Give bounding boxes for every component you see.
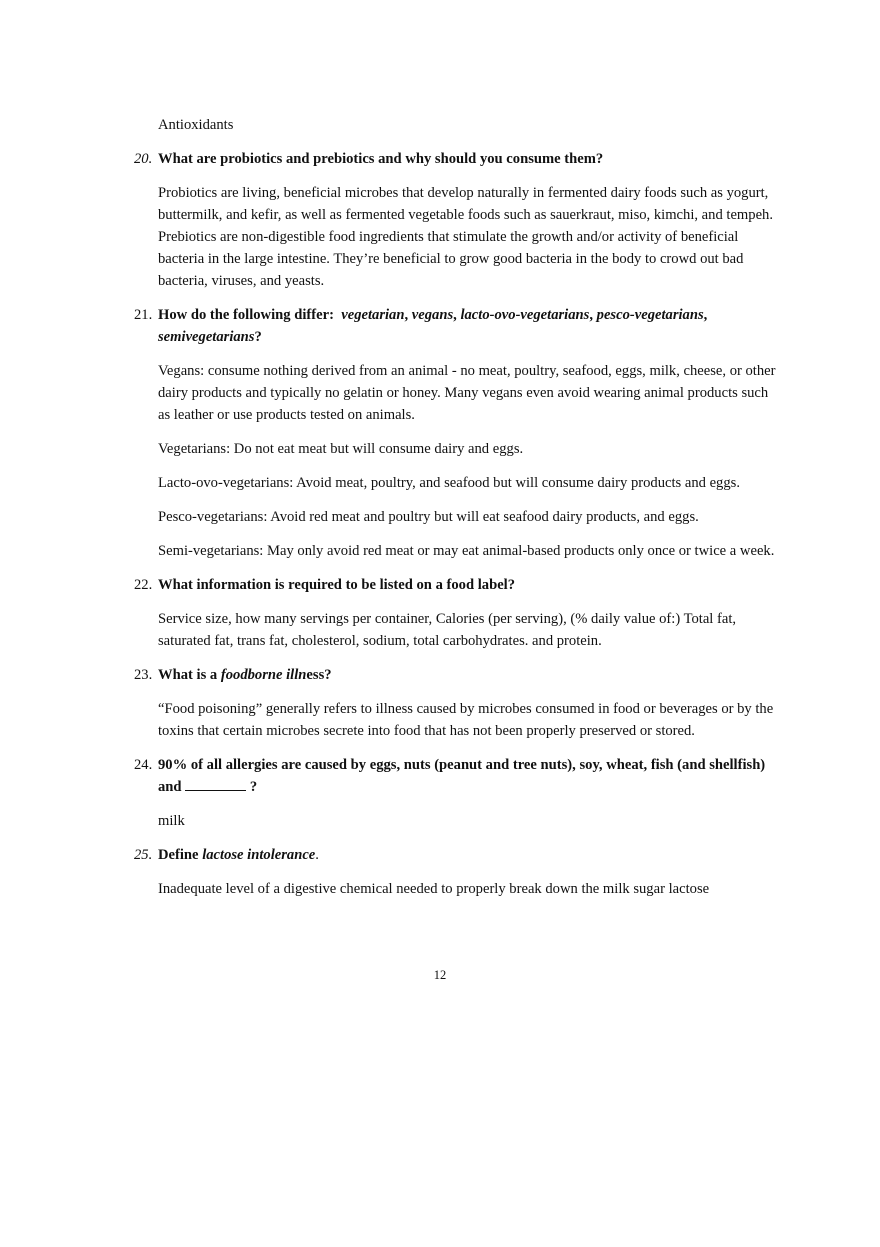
term-separator: , bbox=[404, 307, 409, 323]
term-semivegetarians: semivegetarians bbox=[158, 329, 255, 345]
answer-23: “Food poisoning” generally refers to illness caused by microbes consumed in food or beverages or by the toxins that certain microbes secrete into food that has not been properly preserved or stored. bbox=[158, 701, 774, 739]
term-foodborne-illness: foodborne illn bbox=[220, 667, 307, 683]
answer-21-vegans: Vegans: consume nothing derived from an animal - no meat, poultry, seafood, eggs, milk, cheese, or other dairy products and typically no gelatin or honey. Many vegans even avoid wearing animal products such as leather or use products tested on animals. bbox=[158, 363, 776, 423]
term-lactose-intolerance: lactose intolerance bbox=[202, 847, 316, 863]
fill-in-blank bbox=[185, 776, 246, 791]
term-vegans: vegans bbox=[411, 307, 454, 323]
term-separator: , bbox=[453, 307, 457, 323]
question-22 bbox=[134, 574, 778, 596]
question-20 bbox=[134, 148, 778, 170]
page-content bbox=[134, 114, 778, 912]
term-lacto-ovo-vegetarians: lacto-ovo-vegetarians bbox=[460, 307, 590, 323]
question-24 bbox=[134, 754, 778, 798]
answer-antioxidants: Antioxidants bbox=[158, 117, 234, 133]
answer-20: Probiotics are living, beneficial microbes that develop naturally in fermented dairy foods such as yogurt, buttermilk, and kefir, as well as fermented vegetable foods such as sauerkraut, miso, kimchi, and tempeh. Prebiotics are non-digestible food ingredients that stimulate the growth and/or activity of beneficial bacteria in the large intestine. They’re beneficial to grow good bacteria in the body to crowd out bad bacteria, viruses, and yeasts. bbox=[158, 185, 774, 289]
question-21 bbox=[134, 304, 778, 348]
term-separator: , bbox=[703, 307, 708, 323]
question-number: 25. bbox=[134, 847, 153, 863]
answer-22: Service size, how many servings per container, Calories (per serving), (% daily value of:) Total fat, saturated fat, trans fat, cholesterol, sodium, total carbohydrates. and protein. bbox=[158, 611, 737, 649]
question-number: 24. bbox=[134, 757, 153, 773]
question-text: What are probiotics and prebiotics and why should you consume them? bbox=[158, 151, 604, 167]
question-number: 23. bbox=[134, 667, 153, 683]
question-text: What information is required to be listed on a food label? bbox=[158, 577, 516, 593]
question-23 bbox=[134, 664, 778, 686]
answer-21-lacto-ovo: Lacto-ovo-vegetarians: Avoid meat, poultry, and seafood but will consume dairy products and eggs. bbox=[158, 475, 740, 491]
answer-21-vegetarians: Vegetarians: Do not eat meat but will consume dairy and eggs. bbox=[158, 441, 524, 457]
answer-21-semi: Semi-vegetarians: May only avoid red meat or may eat animal-based products only once or twice a week. bbox=[158, 543, 775, 559]
question-number: 21. bbox=[134, 307, 153, 323]
answer-25: Inadequate level of a digestive chemical needed to properly break down the milk sugar lactose bbox=[158, 881, 710, 897]
answer-24: milk bbox=[158, 813, 185, 829]
question-number: 22. bbox=[134, 577, 153, 593]
term-pesco-vegetarians: pesco-vegetarians bbox=[596, 307, 704, 323]
question-25 bbox=[134, 844, 778, 866]
term-rest: ess? bbox=[306, 667, 332, 683]
page-number: 12 bbox=[433, 968, 447, 982]
question-text: How do the following differ: bbox=[158, 307, 334, 323]
question-period: . bbox=[315, 847, 319, 863]
answer-21-pesco: Pesco-vegetarians: Avoid red meat and poultry but will eat seafood dairy products, and eggs. bbox=[158, 509, 699, 525]
question-number: 20. bbox=[134, 151, 153, 167]
question-mark: ? bbox=[249, 779, 258, 795]
term-separator: , bbox=[589, 307, 593, 323]
question-text: Define bbox=[158, 847, 199, 863]
term-vegetarian: vegetarian bbox=[341, 307, 405, 323]
question-text: What is a bbox=[158, 667, 218, 683]
question-mark: ? bbox=[254, 329, 262, 345]
question-text: 90% of all allergies are caused by eggs, nuts (peanut and tree nuts), soy, wheat, fish (and shellfish) and bbox=[158, 757, 766, 795]
